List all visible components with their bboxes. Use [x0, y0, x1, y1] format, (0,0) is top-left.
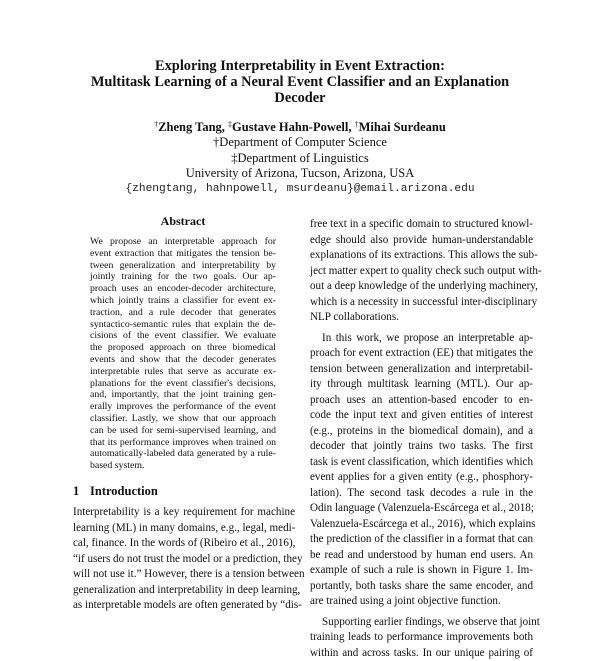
affiliation-line: ‡Department of Linguistics — [60, 151, 540, 166]
text-line: code the input text and given entities of interest — [310, 408, 533, 424]
affiliation-line: University of Arizona, Tucson, Arizona, USA — [60, 166, 540, 181]
abstract-body — [90, 236, 276, 472]
text-line: cal, finance. In the words of (Ribeiro et al., 2016), — [73, 536, 295, 552]
text-line: proach uses an attention-based encoder to en- — [310, 393, 533, 409]
section-number: 1 — [73, 484, 90, 499]
author-names — [60, 120, 540, 135]
text-line: ject matter expert to quality check such output with- — [310, 264, 533, 280]
author-name: Mihai Surdeanu — [359, 120, 446, 134]
text-line: the prediction of the classifier in a format that can — [310, 532, 533, 548]
text-line: within and across tasks. In our unique pairing of — [310, 646, 533, 661]
text-line: Odin language (Valenzuela-Escárcega et al., 2018; — [310, 501, 533, 517]
text-line: tween generalization and interpretability by — [90, 260, 276, 272]
text-line: proach for event extraction (EE) that mitigates the — [310, 346, 533, 362]
text-line: decoder that jointly trains two tasks. The first — [310, 439, 533, 455]
text-line: example of such a rule is shown in Figure 1. Im- — [310, 563, 533, 579]
right-column — [310, 217, 533, 661]
author-mark: † — [154, 120, 158, 129]
text-line: as interpretable models are often generated by “dis- — [73, 598, 295, 614]
text-line: interpretable rules that serve as accurate ex- — [90, 366, 276, 378]
text-line: automatically-labeled data generated by a rule- — [90, 448, 276, 460]
text-line: are trained using a joint objective function. — [310, 594, 533, 610]
text-line: be read and understood by human end users. An — [310, 548, 533, 564]
text-line: cisions of the event classifier. We evaluate — [90, 330, 276, 342]
text-line: can be used for semi-supervised learning, and — [90, 425, 276, 437]
text-line: NLP collaborations. — [310, 310, 533, 326]
text-line: Supporting earlier findings, we observe that joint — [310, 615, 533, 631]
paragraph-this-work — [310, 331, 533, 610]
text-line: will not use it.” However, there is a tension between — [73, 567, 295, 583]
text-line: free text in a specific domain to structured knowl- — [310, 217, 533, 233]
text-line: In this work, we propose an interpretable ap- — [310, 331, 533, 347]
text-line: event extraction that mitigates the tension be- — [90, 248, 276, 260]
text-line: out a deep knowledge of the underlying machinery, — [310, 279, 533, 295]
abstract-heading: Abstract — [88, 214, 278, 229]
text-line: learning (ML) in many domains, e.g., legal, medi- — [73, 521, 295, 537]
author-block — [60, 120, 540, 197]
author-mark: † — [355, 120, 359, 129]
text-line: tension between generalization and interpretabil- — [310, 362, 533, 378]
text-line: which jointly trains a classifier for event ex- — [90, 295, 276, 307]
text-line: lation). The second task decodes a rule in the — [310, 486, 533, 502]
text-line: explanations of its extractions. This allows the sub- — [310, 248, 533, 264]
title-line: Multitask Learning of a Neural Event Classifier and an Explanation — [60, 74, 540, 90]
text-line: traction, and a rule decoder that generates — [90, 307, 276, 319]
text-line: We propose an interpretable approach for — [90, 236, 276, 248]
text-line: jointly training for the two goals. Our ap- — [90, 271, 276, 283]
text-line: “if users do not trust the model or a prediction, they — [73, 552, 295, 568]
text-line: which is a necessity in successful inter-disciplinary — [310, 295, 533, 311]
text-line: based system. — [90, 460, 276, 472]
section-title: Introduction — [90, 484, 158, 498]
text-line: (e.g., proteins in the biomedical domain), and a — [310, 424, 533, 440]
text-line: planations for the event classifier's decisions, — [90, 378, 276, 390]
text-line: and, importantly, that the joint training gen- — [90, 389, 276, 401]
paper-title — [60, 58, 540, 106]
text-line: erally improves the performance of the event — [90, 401, 276, 413]
text-line: generalization and interpretability in deep learning, — [73, 583, 295, 599]
text-line: task is event classification, which identifies which — [310, 455, 533, 471]
title-line: Exploring Interpretability in Event Extraction: — [60, 58, 540, 74]
paragraph-continued — [310, 217, 533, 326]
paragraph-supporting-findings — [310, 615, 533, 661]
text-line: syntactico-semantic rules that explain the de- — [90, 319, 276, 331]
text-line: edge should also provide human-understandable — [310, 233, 533, 249]
text-line: that its performance improves when trained on — [90, 437, 276, 449]
text-line: classifier. Lastly, we show that our approach — [90, 413, 276, 425]
affiliation-line: †Department of Computer Science — [60, 135, 540, 150]
title-line: Decoder — [60, 90, 540, 106]
text-line: training leads to performance improvements both — [310, 630, 533, 646]
text-line: proach uses an encoder-decoder architecture, — [90, 283, 276, 295]
author-emails: {zhengtang, hahnpowell, msurdeanu}@email.arizona.edu — [60, 182, 540, 197]
text-line: portantly, both tasks share the same encoder, and — [310, 579, 533, 595]
text-line: ity through multitask learning (MTL). Our ap- — [310, 377, 533, 393]
text-line: the proposed approach on three biomedical — [90, 342, 276, 354]
text-line: Interpretability is a key requirement for machine — [73, 505, 295, 521]
author-mark: ‡ — [228, 120, 232, 129]
section-heading — [73, 484, 158, 499]
intro-paragraph-left — [73, 505, 295, 614]
text-line: event applies for a given entity (e.g., phosphory- — [310, 470, 533, 486]
text-line: events and show that the decoder generates — [90, 354, 276, 366]
text-line: Valenzuela-Escárcega et al., 2016), which explains — [310, 517, 533, 533]
author-name: Gustave Hahn-Powell, — [232, 120, 355, 134]
author-name: Zheng Tang, — [158, 120, 228, 134]
